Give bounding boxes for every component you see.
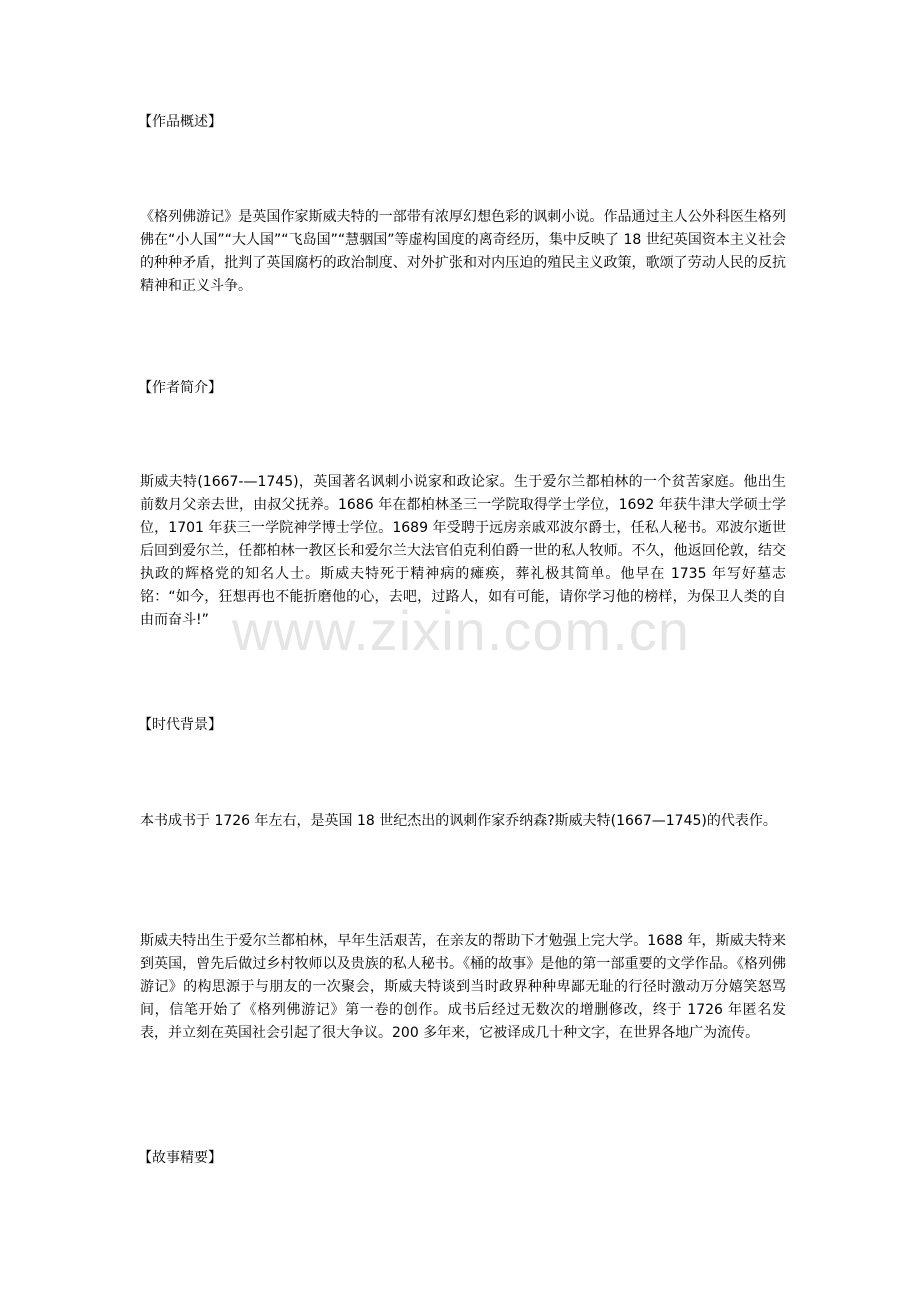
paragraph-background-2: 斯威夫特出生于爱尔兰都柏林，早年生活艰苦，在亲友的帮助下才勉强上完大学。1688 年，斯威夫特来到英国，曾先后做过乡村牧师以及贵族的私人秘书。《桶的故事》是他的第一部重要的文学作品。《格列佛游记》的构思源于与朋友的一次聚会，斯威夫特谈到当时政界种种卑鄙无耻的行径时激动万分嬉笑怒骂间，信笔开始了《格列佛游记》第一卷的创作。成书后经过无数次的增删修改，终于 1726 年匿名发表，并立刻在英国社会引起了很大争议。200 多年来，它被译成几十种文字，在世界各地广为流传。 xyxy=(140,933,786,1041)
paragraph-overview: 《格列佛游记》是英国作家斯威夫特的一部带有浓厚幻想色彩的讽刺小说。作品通过主人公外科医生格列佛在“小人国”“大人国”“飞岛国”“慧骃国”等虚构国度的离奇经历，集中反映了 18 世纪英国资本主义社会的种种矛盾，批判了英国腐朽的政治制度、对外扩张和对内压迫的殖民主义政策，歌颂了劳动人民的反抗精神和正义斗争。 xyxy=(140,209,786,294)
paragraph-author: 斯威夫特(1667-—1745)，英国著名讽刺小说家和政论家。生于爱尔兰都柏林的一个贫苦家庭。他出生前数月父亲去世，由叔父抚养。1686 年在都柏林圣三一学院取得学士学位，1692 年获牛津大学硕士学位，1701 年获三一学院神学博士学位。1689 年受聘于远房亲戚邓波尔爵士，任私人秘书。邓波尔逝世后回到爱尔兰，任都柏林一教区长和爱尔兰大法官伯克利伯爵一世的私人牧师。不久，他返回伦敦，结交执政的辉格党的知名人士。斯威夫特死于精神病的瘫痪，葬礼极其简单。他早在 1735 年写好墓志铭：“如今，狂想再也不能折磨他的心，去吧，过路人，如有可能，请你学习他的榜样，为保卫人类的自由而奋斗!” xyxy=(140,474,786,628)
heading-author: 【作者简介】 xyxy=(138,380,222,396)
heading-summary: 【故事精要】 xyxy=(138,1150,222,1166)
heading-background: 【时代背景】 xyxy=(138,717,222,733)
paragraph-background-1: 本书成书于 1726 年左右，是英国 18 世纪杰出的讽刺作家乔纳森?斯威夫特(1667—1745)的代表作。 xyxy=(140,813,777,829)
watermark: www.zixin.com.cn xyxy=(232,599,690,662)
heading-overview: 【作品概述】 xyxy=(138,114,222,130)
